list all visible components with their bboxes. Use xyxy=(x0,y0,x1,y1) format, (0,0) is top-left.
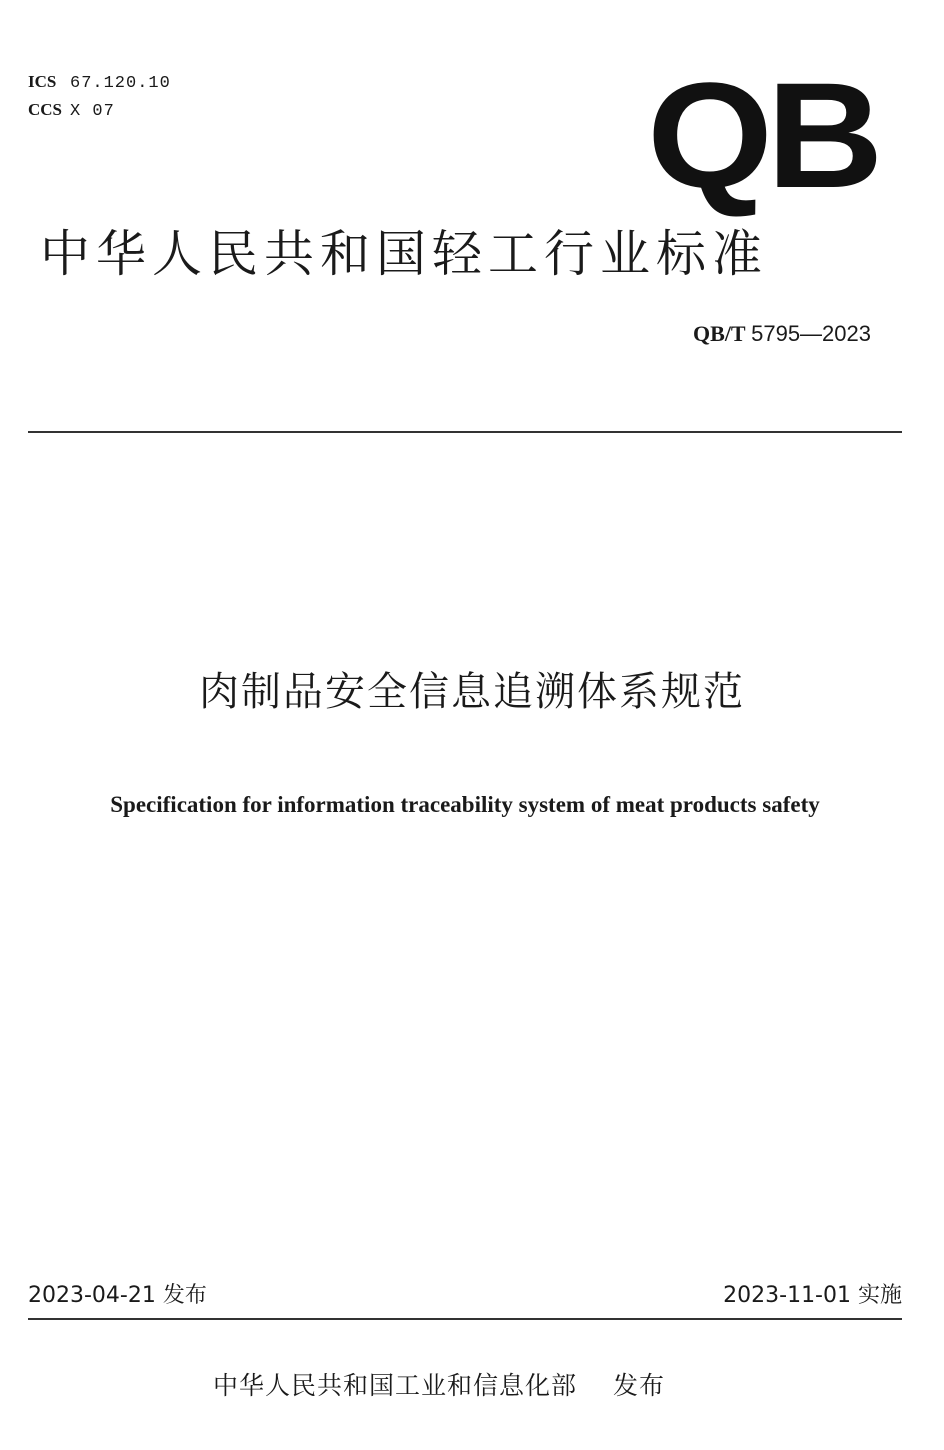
ccs-value: X 07 xyxy=(70,102,115,121)
issuer-org: 中华人民共和国工业和信息化部 xyxy=(213,1371,578,1400)
issuer-action: 发布 xyxy=(613,1371,666,1400)
top-divider xyxy=(28,431,902,433)
document-title-cn: 肉制品安全信息追溯体系规范 xyxy=(199,669,745,715)
bottom-divider xyxy=(28,1318,902,1320)
ics-code xyxy=(28,72,171,94)
standard-number-value: 5795—2023 xyxy=(751,321,871,346)
ccs-code xyxy=(28,100,115,122)
standard-number xyxy=(693,320,871,348)
issuer xyxy=(213,1368,665,1404)
ics-label: ICS xyxy=(28,72,57,91)
implement-date: 2023-11-01 实施 xyxy=(723,1283,902,1308)
standard-type-heading: 中华人民共和国轻工行业标准 xyxy=(40,225,768,283)
ccs-label: CCS xyxy=(28,100,63,119)
ics-value: 67.120.10 xyxy=(70,74,171,93)
release-date: 2023-04-21 发布 xyxy=(28,1283,207,1308)
standard-number-prefix: QB/T xyxy=(693,321,746,346)
document-title-en: Specification for information traceability system of meat products safety xyxy=(110,792,820,817)
qb-logo: QB xyxy=(647,51,878,219)
